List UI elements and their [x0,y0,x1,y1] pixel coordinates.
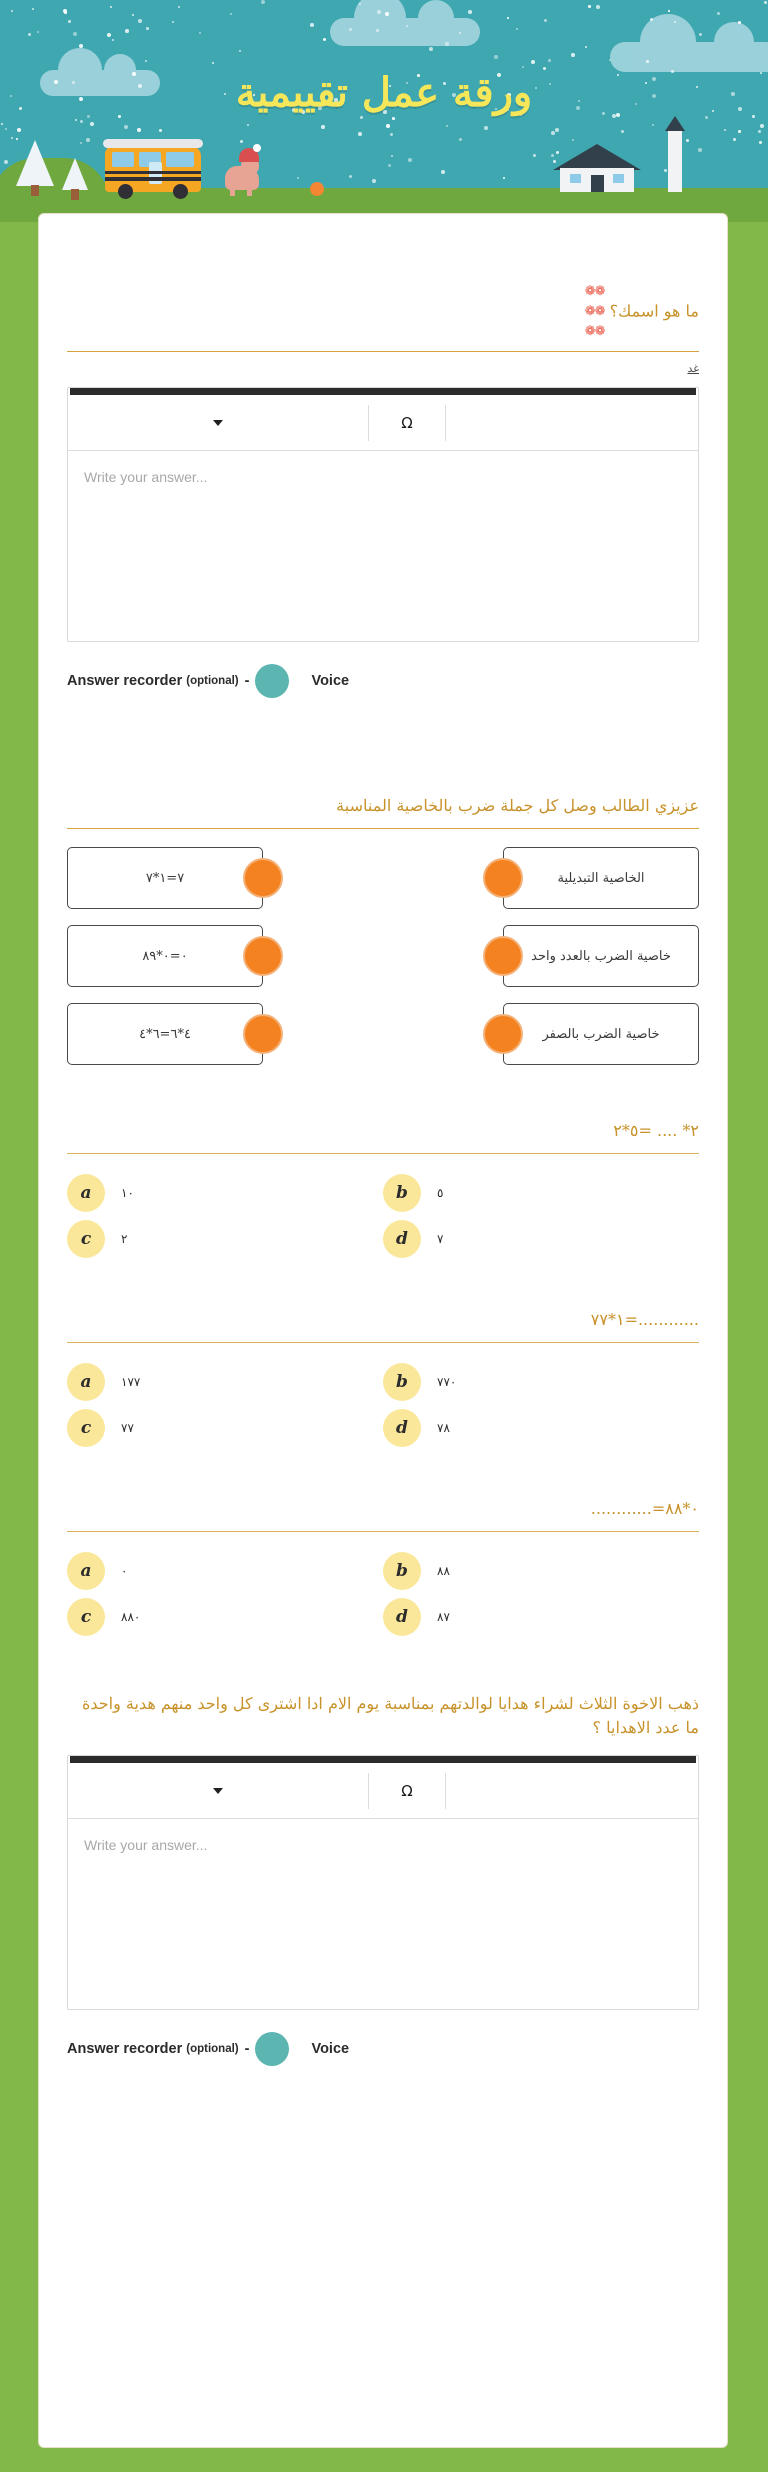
mcq-question-3 [67,1497,699,1640]
matching-connector-dot[interactable] [243,936,283,976]
mcq-option[interactable] [67,1359,383,1405]
chevron-down-icon[interactable] [213,1788,223,1794]
mcq-option[interactable] [67,1216,383,1262]
mcq-question-2 [67,1308,699,1451]
question-5-prompt: ذهب الاخوة الثلاث لشراء هدايا لوالدتهم بمناسبة يوم الام ادا اشترى كل واحد منهم هدية واحدة ما عدد الاهدايا ؟ [81,1693,699,1738]
q5-editor-toolbar[interactable] [68,1763,698,1819]
q5-record-voice-button[interactable] [255,2032,289,2066]
mcq-option-key[interactable]: d [383,1220,421,1258]
matching-right[interactable] [503,847,699,909]
mcq-option-value: ٠ [121,1563,128,1578]
q1-answer-recorder[interactable] [67,664,699,698]
mcq-option-value: ٧ [437,1232,444,1247]
mcq-option-key[interactable]: a [67,1174,105,1212]
mcq-3-prompt: ٠*٨٨=............ [590,1498,699,1518]
recorder-optional: (optional) [186,2043,239,2056]
mcq-2-options [67,1359,699,1451]
question-1 [67,244,699,698]
matching-rows [67,847,699,1065]
question-1-prompt [67,282,699,342]
recorder-dash: - [244,673,250,690]
mcq-option-key[interactable]: b [383,1174,421,1212]
mcq-option-key[interactable]: b [383,1363,421,1401]
divider [67,1342,699,1343]
q1-answer-editor[interactable] [67,387,699,642]
mcq-option-value: ٧٧٠ [437,1374,457,1389]
q5-style-dropdown[interactable] [68,1763,368,1818]
matching-row [67,925,699,987]
mcq-option-key[interactable]: c [67,1598,105,1636]
divider [67,828,699,829]
q1-answer-placeholder: Write your answer... [84,469,208,486]
matching-connector-dot[interactable] [243,1014,283,1054]
mcq-option[interactable] [383,1216,699,1262]
matching-connector-dot[interactable] [243,858,283,898]
divider [67,1153,699,1154]
mcq-option-value: ٢ [121,1232,128,1247]
mcq-option-value: ٧٧ [121,1420,134,1435]
q5-answer-editor[interactable] [67,1755,699,2010]
matching-connector-dot[interactable] [483,1014,523,1054]
mcq-option-value: ٥ [437,1186,444,1201]
mcq-3-options [67,1548,699,1640]
mcq-option-key[interactable]: d [383,1409,421,1447]
mcq-option-key[interactable]: b [383,1552,421,1590]
recorder-optional: (optional) [186,675,239,688]
mcq-2-prompt: ............=١*٧٧ [590,1310,699,1330]
mcq-option[interactable] [383,1359,699,1405]
chevron-down-icon[interactable] [213,420,223,426]
mcq-option[interactable] [383,1170,699,1216]
mcq-option-value: ٨٨ [437,1563,450,1578]
recorder-dash: - [244,2041,250,2058]
matching-right-box[interactable]: خاصية الضرب بالصفر [503,1003,699,1065]
matching-left[interactable] [67,925,263,987]
reindeer-icon [225,150,259,190]
mcq-option[interactable] [67,1594,383,1640]
mcq-option[interactable] [383,1594,699,1640]
q5-special-character-button[interactable]: Ω [401,1781,413,1800]
mcq-option-value: ٧٨ [437,1420,450,1435]
mcq-option[interactable] [67,1170,383,1216]
editor-top-bar [70,388,696,395]
house-icon [560,144,634,192]
ball-icon [310,182,324,196]
mcq-option-key[interactable]: c [67,1409,105,1447]
mcq-option-key[interactable]: a [67,1363,105,1401]
matching-connector-dot[interactable] [483,858,523,898]
matching-left[interactable] [67,1003,263,1065]
mcq-option[interactable] [383,1405,699,1451]
matching-question [67,794,699,1065]
q1-record-voice-button[interactable] [255,664,289,698]
divider [67,1531,699,1532]
matching-connector-dot[interactable] [483,936,523,976]
recorder-label: Answer recorder [67,2041,183,2058]
q5-answer-placeholder: Write your answer... [84,1837,208,1854]
matching-right-box[interactable]: الخاصية التبديلية [503,847,699,909]
matching-left-box[interactable]: ٠=٠*٨٩ [67,925,263,987]
worksheet-card [38,213,728,2448]
cloud-icon [330,18,480,46]
recorder-label: Answer recorder [67,673,183,690]
flower-icon: ❁❁ ❁❁ ❁❁ [584,284,605,340]
mcq-option-value: ٨٧ [437,1609,450,1624]
matching-left[interactable] [67,847,263,909]
q1-style-dropdown[interactable] [68,395,368,450]
mcq-option-key[interactable]: d [383,1598,421,1636]
mcq-option-value: ٨٨٠ [121,1609,141,1624]
page-title: ورقة عمل تقييمية [235,69,533,116]
mcq-option[interactable] [383,1548,699,1594]
question-1-answer-note: غد [687,362,699,376]
mcq-option-value: ١٧٧ [121,1374,141,1389]
matching-left-box[interactable]: ٧=١*٧ [67,847,263,909]
toolbar-spacer [446,395,698,450]
mcq-option-value: ١٠ [121,1186,134,1201]
mcq-option-key[interactable]: a [67,1552,105,1590]
q1-special-character-button[interactable]: Ω [401,413,413,432]
matching-row [67,1003,699,1065]
q1-editor-toolbar[interactable] [68,395,698,451]
question-5 [67,1692,699,2067]
q5-answer-recorder[interactable] [67,2032,699,2066]
matching-right-box[interactable]: خاصية الضرب بالعدد واحد [503,925,699,987]
mcq-option[interactable] [67,1405,383,1451]
q1-answer-textarea[interactable] [68,451,698,641]
school-bus-icon [105,146,201,192]
mcq-1-prompt: ٢* .... =٥*٢ [613,1121,699,1141]
mcq-option[interactable] [67,1548,383,1594]
mcq-question-1 [67,1119,699,1262]
matching-right[interactable] [503,1003,699,1065]
header-banner [0,0,768,222]
mcq-option-key[interactable]: c [67,1220,105,1258]
matching-prompt: عزيزي الطالب وصل كل جملة ضرب بالخاصية المناسبة [336,796,699,816]
editor-top-bar [70,1756,696,1763]
matching-left-box[interactable]: ٤*٦=٦*٤ [67,1003,263,1065]
mcq-1-options [67,1170,699,1262]
q5-answer-textarea[interactable] [68,1819,698,2009]
tower-icon [668,130,682,192]
toolbar-spacer [446,1763,698,1818]
question-1-text: ما هو اسمك؟ [609,301,699,321]
recorder-voice-label: Voice [311,2041,350,2058]
matching-right[interactable] [503,925,699,987]
matching-row [67,847,699,909]
recorder-voice-label: Voice [311,673,350,690]
divider [67,351,699,352]
